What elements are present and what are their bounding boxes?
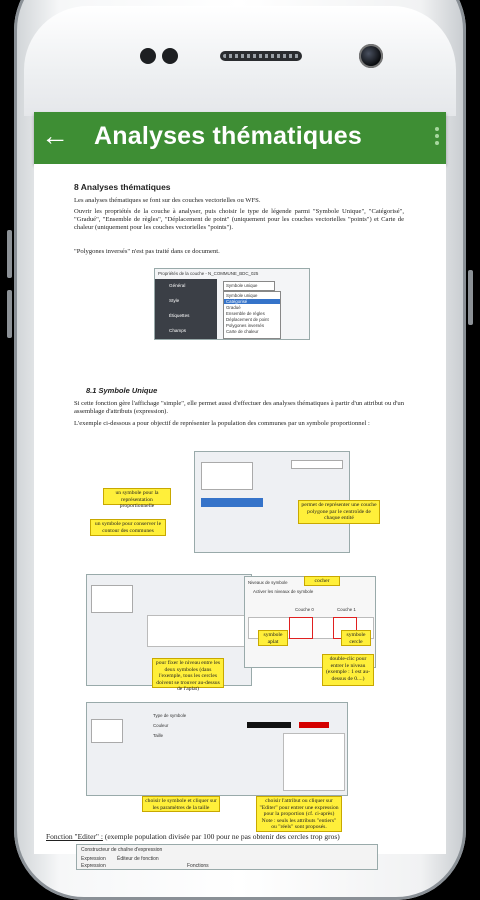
paragraph: Si cette fonction gère l'affichage "simple", elle permet aussi d'effectuer des analyses thématiques à partir d'un attribut ou d'un assemblage d'attributs (expression).	[74, 400, 404, 415]
legend-type-select[interactable]	[223, 281, 275, 291]
column-label: Fonctions	[187, 863, 209, 869]
power-button	[468, 270, 473, 325]
annotation-note: symbole cercle	[341, 630, 371, 646]
phone-top-bezel	[24, 6, 456, 116]
option[interactable]: Carte de chaleur	[226, 329, 259, 334]
arrow-left-icon[interactable]: ←	[41, 120, 69, 151]
sensor-dot	[140, 48, 156, 64]
expression-builder-screenshot	[76, 844, 378, 870]
annotation-note: un symbole pour conserver le contour des communes	[90, 519, 166, 536]
caption-underlined: Fonction "Editer" :	[46, 832, 103, 841]
legend-type-list	[223, 291, 281, 339]
tab-labels[interactable]: Étiquettes	[169, 313, 190, 318]
dialog-sidebar	[155, 279, 217, 339]
column-header: Couche 1	[337, 607, 356, 612]
option[interactable]: Ensemble de règles	[226, 311, 265, 316]
tab-fields[interactable]: Champs	[169, 328, 187, 333]
field-label: Type de symbole	[153, 713, 187, 718]
section-heading: 8 Analyses thématiques	[74, 182, 171, 192]
dialog-title: Propriétés de la couche - N_COMMUNE_BDC_025	[158, 271, 259, 276]
tab-general[interactable]: Général	[169, 283, 186, 288]
paragraph: Les analyses thématiques se font sur des couches vectorielles ou WFS.	[74, 197, 261, 204]
volume-button	[7, 230, 12, 278]
speaker-grille	[220, 51, 302, 61]
annotation-note: choisir le symbole et cliquer sur les paramètres de la taille	[142, 796, 220, 812]
tab-function-editor[interactable]: Éditeur de fonction	[117, 856, 159, 862]
annotation-note: cocher	[304, 576, 340, 586]
caption	[46, 832, 340, 841]
paragraph: Ouvrir les propriétés de la couche à analyser, puis choisir le type de légende parmi "Symbole Unique", "Catégorisé", "Gradué", "Ensemble de règles", "Déplacement de point" (uniquement pour les couches vectorielles "points") et Carte de chaleur (uniquement pour les couches vectorielles "points").	[74, 208, 404, 231]
annotation-note: un symbole pour la représentation proportionnelle	[103, 488, 171, 505]
paragraph: "Polygones inversés" n'est pas traité dans ce document.	[74, 248, 220, 255]
subsection-heading: 8.1 Symbole Unique	[86, 386, 158, 395]
option[interactable]: Symbole unique	[226, 293, 258, 298]
app-bar	[34, 112, 446, 164]
enable-levels-checkbox[interactable]: Activer les niveaux de symbole	[253, 589, 314, 594]
symbol-size-screenshot	[86, 702, 348, 796]
select-value: Symbole unique	[226, 283, 258, 288]
annotation-note: double-clic pour entrer le niveau (exemple : 1 est au-dessus de 0....)	[322, 654, 374, 686]
option[interactable]: Polygones inversés	[226, 323, 265, 328]
option[interactable]: Déplacement de point	[226, 317, 269, 322]
dialog-title: Niveaux de symbole	[248, 580, 288, 585]
column-label: Expression	[81, 863, 106, 869]
dialog-title: Constructeur de chaîne d'expression	[81, 847, 163, 853]
document-page	[34, 164, 446, 869]
annotation-note: pour fixer le niveau entre les deux symboles (dans l'exemple, tous les cercles doivent se trouver au-dessus de l'aplat)	[152, 658, 224, 688]
front-camera	[359, 44, 383, 68]
page-title: Analyses thématiques	[94, 122, 362, 150]
annotation-note: permet de représenter une couche polygone par le centroïde de chaque entité	[298, 500, 380, 524]
device-screen	[34, 112, 446, 869]
tab-expression[interactable]: Expression	[81, 856, 106, 862]
option[interactable]: Gradué	[226, 305, 241, 310]
sensor-dot	[162, 48, 178, 64]
column-header: Couche 0	[295, 607, 314, 612]
field-label: Taille	[153, 733, 164, 738]
caption-text: (exemple population divisée par 100 pour ne pas obtenir des cercles trop gros)	[102, 832, 340, 841]
option-selected[interactable]: Catégorisé	[224, 299, 280, 304]
overflow-dots-icon[interactable]	[434, 124, 440, 152]
layer-properties-screenshot	[154, 268, 310, 340]
annotation-note: symbole aplat	[258, 630, 288, 646]
field-label: Couleur	[153, 723, 169, 728]
annotation-note: choisir l'attribut ou cliquer sur "Editer" pour entrer une expression pour la proportion (cf. ci-après) Note : seuls les attributs "entiers" ou "réels" sont proposés.	[256, 796, 342, 832]
volume-button	[7, 290, 12, 338]
tab-style[interactable]: Style	[169, 298, 180, 303]
paragraph: L'exemple ci-dessous a pour objectif de représenter la population des communes par un symbole proportionnel :	[74, 420, 370, 427]
